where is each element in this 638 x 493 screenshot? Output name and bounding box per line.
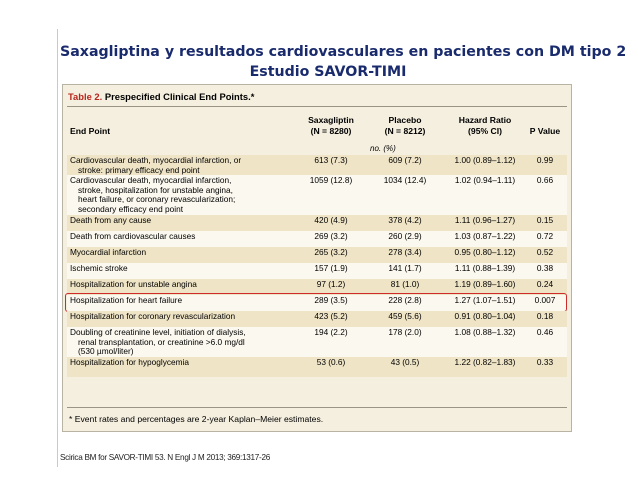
- cell-saxagliptin: 269 (3.2): [314, 231, 348, 241]
- cell-hazard-ratio: 1.11 (0.88–1.39): [454, 263, 516, 273]
- cell-saxagliptin: 1059 (12.8): [309, 175, 353, 185]
- header-placebo-name: Placebo: [388, 115, 422, 125]
- cell-placebo: 1034 (12.4): [383, 175, 427, 185]
- endpoint-line: Hospitalization for coronary revascularization: [70, 311, 236, 321]
- cell-placebo: 260 (2.9): [388, 231, 422, 241]
- endpoint-line: Death from any cause: [70, 215, 152, 225]
- header-hazard-ratio-label: Hazard Ratio: [458, 115, 512, 125]
- cell-placebo: 81 (1.0): [390, 279, 420, 289]
- footnote-rule: [67, 407, 567, 408]
- endpoint-line: renal transplantation, or creatinine >6.0 mg/dl: [78, 336, 245, 347]
- header-placebo-n: (N = 8212): [384, 125, 426, 136]
- cell-hazard-ratio: 1.11 (0.96–1.27): [454, 215, 516, 225]
- endpoint-line: Hospitalization for heart failure: [70, 295, 183, 305]
- table-title: [68, 91, 254, 102]
- cell-saxagliptin: 420 (4.9): [314, 215, 348, 225]
- cell-p-value: 0.99: [536, 155, 554, 165]
- endpoint-line: Hospitalization for hypoglycemia: [70, 357, 189, 367]
- cell-p-value: 0.52: [536, 247, 554, 257]
- header-saxagliptin: [295, 115, 367, 136]
- cell-p-value: 0.33: [536, 357, 554, 367]
- cell-placebo: 278 (3.4): [388, 247, 422, 257]
- cell-hazard-ratio: 1.27 (1.07–1.51): [454, 295, 516, 305]
- cell-placebo: 609 (7.2): [388, 155, 422, 165]
- cell-p-value: 0.72: [536, 231, 554, 241]
- cell-saxagliptin: 53 (0.6): [316, 357, 346, 367]
- table-caption: Prespecified Clinical End Points.*: [102, 91, 255, 102]
- header-endpoint: End Point: [70, 126, 111, 136]
- cell-endpoint: [70, 280, 197, 290]
- cell-saxagliptin: 289 (3.5): [314, 295, 348, 305]
- cell-saxagliptin: 265 (3.2): [314, 247, 348, 257]
- endpoint-line: Hospitalization for unstable angina: [70, 279, 197, 289]
- cell-endpoint: [70, 216, 151, 226]
- endpoint-line: (530 µmol/liter): [78, 346, 134, 357]
- endpoint-line: Death from cardiovascular causes: [70, 231, 196, 241]
- slide-vertical-rule: [57, 29, 58, 467]
- cell-placebo: 459 (5.6): [388, 311, 422, 321]
- header-hazard-ratio-ci: (95% CI): [468, 125, 502, 136]
- cell-endpoint: [70, 312, 235, 322]
- cell-placebo: 378 (4.2): [388, 215, 422, 225]
- cell-hazard-ratio: 0.95 (0.80–1.12): [454, 247, 516, 257]
- header-hazard-ratio: [445, 115, 525, 136]
- unit-label: no. (%): [370, 144, 396, 153]
- endpoint-line: Doubling of creatinine level, initiation of dialysis,: [70, 327, 246, 337]
- slide-title: [60, 42, 627, 82]
- cell-hazard-ratio: 1.22 (0.82–1.83): [454, 357, 516, 367]
- cell-endpoint: [70, 232, 195, 242]
- clinical-endpoints-table: [62, 84, 572, 432]
- cell-hazard-ratio: 1.19 (0.89–1.60): [454, 279, 516, 289]
- endpoint-line: secondary efficacy end point: [78, 203, 184, 214]
- header-saxagliptin-name: Saxagliptin: [308, 115, 354, 125]
- cell-p-value: 0.38: [536, 263, 554, 273]
- cell-saxagliptin: 97 (1.2): [316, 279, 346, 289]
- cell-hazard-ratio: 1.03 (0.87–1.22): [454, 231, 516, 241]
- cell-placebo: 228 (2.8): [388, 295, 422, 305]
- endpoint-line: Myocardial infarction: [70, 247, 147, 257]
- endpoint-line: stroke, hospitalization for unstable angina,: [78, 184, 233, 195]
- cell-saxagliptin: 157 (1.9): [314, 263, 348, 273]
- header-p-value: P Value: [529, 126, 561, 136]
- cell-p-value: 0.66: [536, 175, 554, 185]
- highlight-box: [65, 293, 567, 312]
- cell-endpoint: [70, 264, 128, 274]
- header-saxagliptin-n: (N = 8280): [310, 125, 352, 136]
- cell-saxagliptin: 194 (2.2): [314, 327, 348, 337]
- slide-title-line-1: Saxagliptina y resultados cardiovasculares en pacientes con DM tipo 2: [60, 44, 627, 60]
- cell-p-value: 0.46: [536, 327, 554, 337]
- cell-p-value: 0.007: [534, 295, 556, 305]
- header-placebo: [369, 115, 441, 136]
- endpoint-line: Ischemic stroke: [70, 263, 128, 273]
- cell-placebo: 178 (2.0): [388, 327, 422, 337]
- cell-endpoint: [70, 176, 235, 214]
- cell-p-value: 0.24: [536, 279, 554, 289]
- cell-saxagliptin: 423 (5.2): [314, 311, 348, 321]
- cell-endpoint: [70, 328, 246, 357]
- slide-title-line-2: Estudio SAVOR-TIMI: [249, 64, 407, 80]
- endpoint-line: Cardiovascular death, myocardial infarction, or: [70, 155, 242, 165]
- cell-hazard-ratio: 0.91 (0.80–1.04): [454, 311, 516, 321]
- endpoint-line: heart failure, or coronary revascularization;: [78, 194, 236, 205]
- cell-p-value: 0.15: [536, 215, 554, 225]
- cell-endpoint: [70, 248, 146, 258]
- cell-p-value: 0.18: [536, 311, 554, 321]
- citation: Scirica BM for SAVOR-TIMI 53. N Engl J M 2013; 369:1317-26: [60, 453, 270, 462]
- table-title-rule: [67, 106, 567, 107]
- cell-placebo: 43 (0.5): [390, 357, 420, 367]
- cell-endpoint: [70, 156, 241, 175]
- cell-hazard-ratio: 1.08 (0.88–1.32): [454, 327, 516, 337]
- cell-placebo: 141 (1.7): [388, 263, 422, 273]
- endpoint-line: Cardiovascular death, myocardial infarction,: [70, 175, 232, 185]
- cell-endpoint: [70, 358, 189, 368]
- cell-hazard-ratio: 1.00 (0.89–1.12): [454, 155, 516, 165]
- table-footnote: * Event rates and percentages are 2-year Kaplan–Meier estimates.: [69, 414, 324, 424]
- cell-hazard-ratio: 1.02 (0.94–1.11): [454, 175, 516, 185]
- table-label: Table 2.: [68, 91, 103, 102]
- cell-saxagliptin: 613 (7.3): [314, 155, 348, 165]
- endpoint-line: stroke: primary efficacy end point: [78, 164, 200, 175]
